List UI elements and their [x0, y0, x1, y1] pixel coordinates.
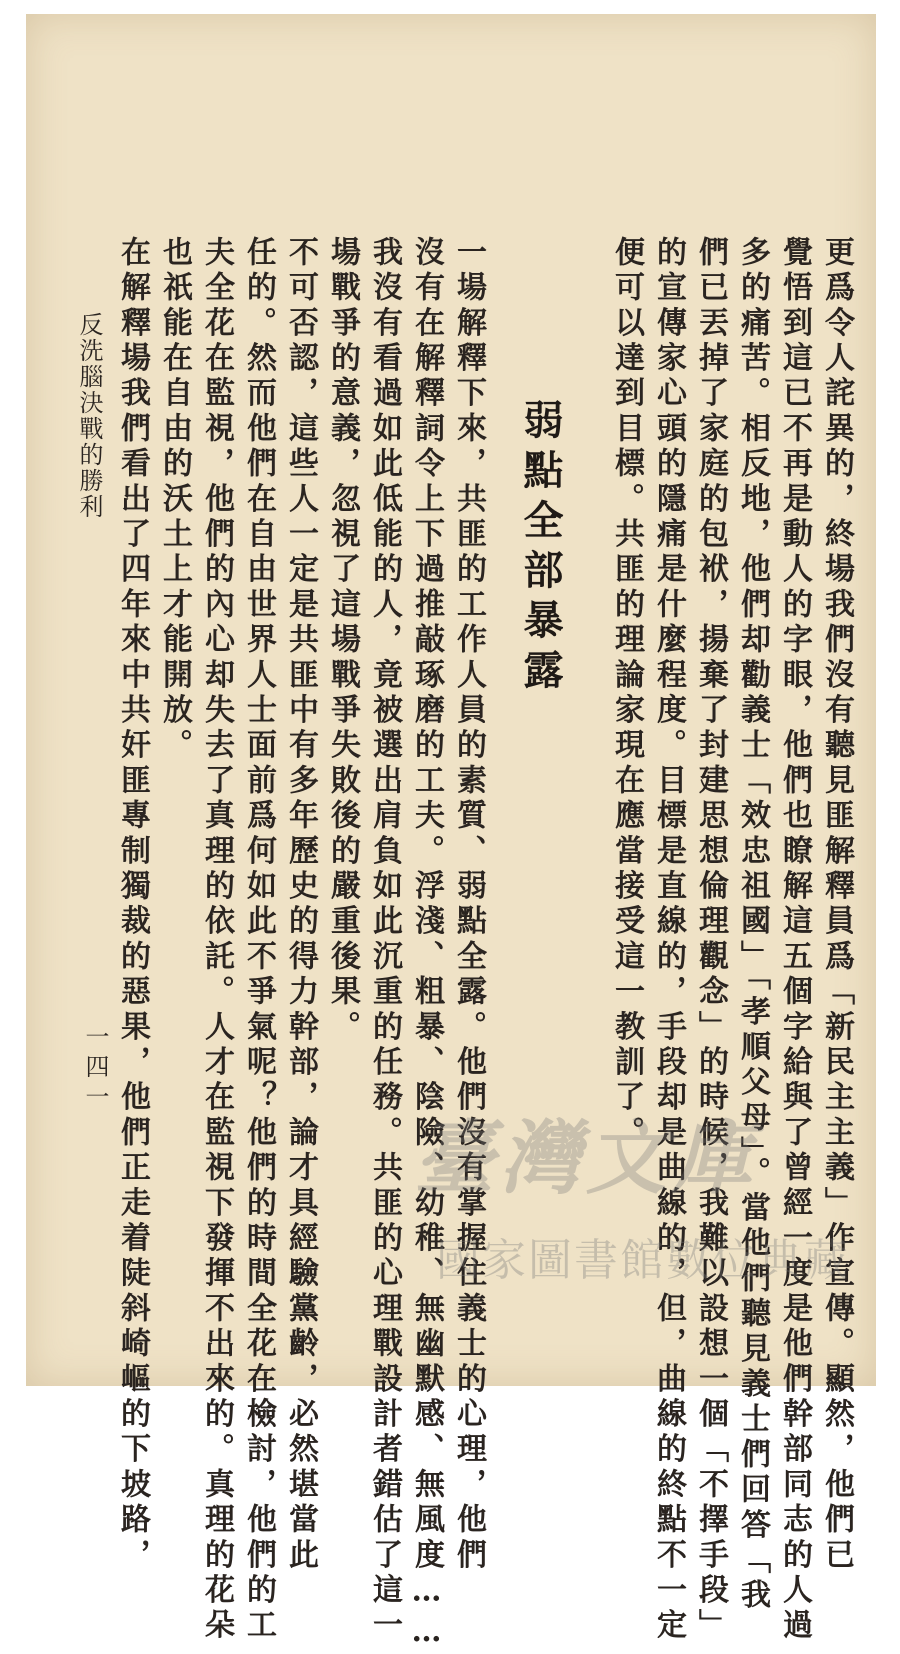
text-column-14: 也祇能在自由的沃土上才能開放。	[157, 236, 192, 764]
text-column-15: 在解釋場我們看出了四年來中共奸匪專制獨裁的惡果，他們正走着陡斜崎嶇的下坡路，	[115, 236, 150, 1574]
text-column-10: 場戰爭的意義，忽視了這場戰爭失敗後的嚴重後果。	[325, 236, 360, 1046]
watermark-main-text: 臺灣文庫	[414, 1111, 758, 1205]
text-column-2: 覺悟到這已不再是動人的字眼，他們也瞭解這五個字給與了曾經一度是他們幹部同志的人過	[777, 236, 812, 1644]
text-column-5: 的宣傳家心頭的隱痛是什麼程度。目標是直線的，手段却是曲線的，但，曲線的終點不一定	[651, 236, 686, 1644]
text-column-8: 沒有在解釋詞令上下過推敲琢磨的工夫。浮淺、粗暴、陰險、幼稚、無幽默感、無風度……	[409, 236, 444, 1654]
running-footer-title: 反洗腦決戰的勝利	[75, 312, 103, 520]
text-column-4: 們已丟掉了家庭的包袱，揚棄了封建思想倫理觀念」的時候，我難以設想一個「不擇手段」	[693, 236, 728, 1644]
text-column-11: 不可否認，這些人一定是共匪中有多年歷史的得力幹部，論才具經驗黨齡，必然堪當此	[283, 236, 318, 1574]
text-column-1: 更爲令人詫異的，終場我們沒有聽見匪解釋員爲「新民主主義」作宣傳。顯然，他們已	[819, 236, 854, 1574]
book-page	[26, 14, 876, 1654]
text-column-7: 一場解釋下來，共匪的工作人員的素質、弱點全露。他們沒有掌握住義士的心理，他們	[451, 236, 486, 1574]
text-column-12: 任的。然而他們在自由世界人士面前爲何如此不爭氣呢？他們的時間全花在檢討，他們的工	[241, 236, 276, 1644]
watermark-sub-text: 國家圖書館數位典藏	[436, 1235, 850, 1286]
text-column-9: 我沒有看過如此低能的人，竟被選出肩負如此沉重的任務。共匪的心理戰設計者錯估了這一	[367, 236, 402, 1644]
section-heading: 弱點全部暴露	[517, 399, 564, 699]
text-column-13: 夫全花在監視，他們的內心却失去了真理的依託。人才在監視下發揮不出來的。真理的花朵	[199, 236, 234, 1644]
text-column-3: 多的痛苦。相反地，他們却勸義士「效忠祖國」「孝順父母」。當他們聽見義士們回答「我	[735, 236, 770, 1614]
page-number: 一四一	[81, 1024, 109, 1114]
text-column-6: 便可以達到目標。共匪的理論家現在應當接受這一教訓了。	[609, 236, 644, 1152]
